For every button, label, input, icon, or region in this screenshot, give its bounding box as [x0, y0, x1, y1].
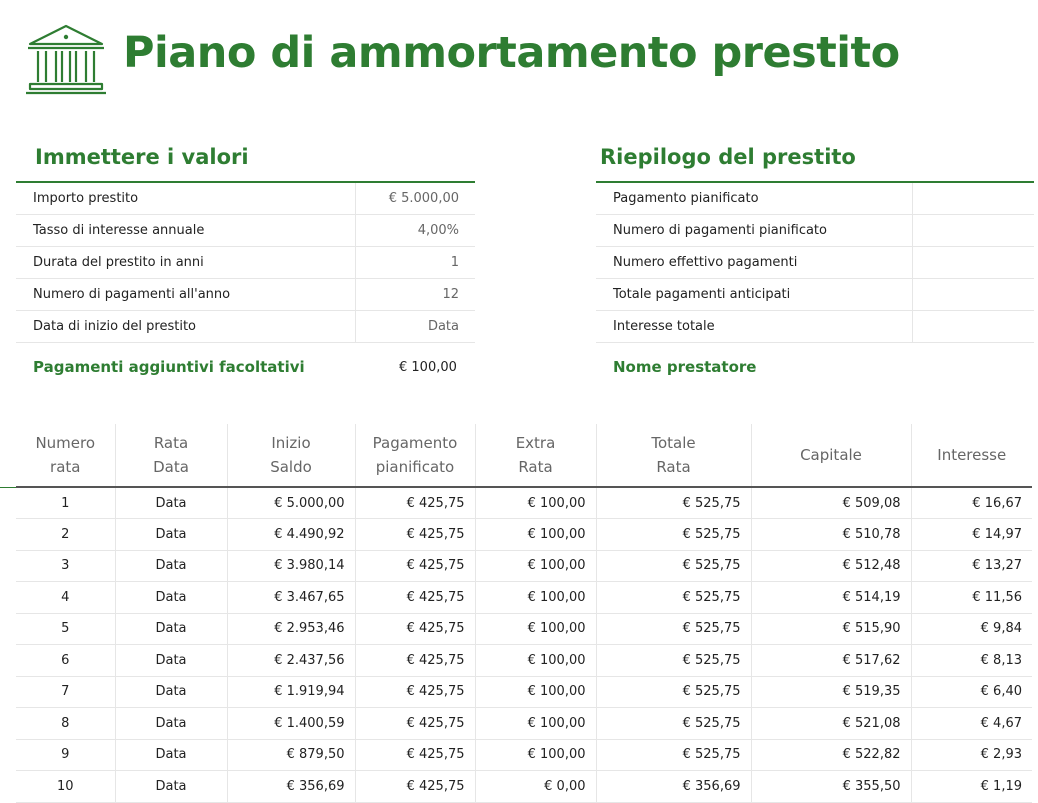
- principal-cell[interactable]: € 515,90: [751, 613, 911, 645]
- principal-cell[interactable]: € 522,82: [751, 739, 911, 771]
- scheduled-payment-cell[interactable]: € 425,75: [355, 582, 475, 614]
- payment-date-cell[interactable]: Data: [115, 739, 227, 771]
- interest-cell[interactable]: € 1,19: [911, 771, 1032, 803]
- payment-number-cell[interactable]: 8: [16, 708, 115, 740]
- scheduled-payment-cell[interactable]: € 425,75: [355, 708, 475, 740]
- early-payments-value: [912, 279, 1034, 310]
- col-header-payment-number[interactable]: Numero rata: [16, 424, 115, 487]
- col-header-beginning-balance[interactable]: Inizio Saldo: [227, 424, 355, 487]
- summary-label: Pagamento pianificato: [613, 191, 759, 206]
- inputs-heading: Immettere i valori: [35, 145, 249, 169]
- amortization-table: [16, 424, 1032, 803]
- scheduled-count-value: [912, 215, 1034, 246]
- extra-payment-cell[interactable]: € 100,00: [475, 582, 596, 614]
- principal-cell[interactable]: € 355,50: [751, 771, 911, 803]
- interest-cell[interactable]: € 9,84: [911, 613, 1032, 645]
- interest-cell[interactable]: € 13,27: [911, 550, 1032, 582]
- total-payment-cell[interactable]: € 525,75: [596, 550, 751, 582]
- actual-count-value: [912, 247, 1034, 278]
- interest-cell[interactable]: € 8,13: [911, 645, 1032, 677]
- principal-cell[interactable]: € 510,78: [751, 519, 911, 551]
- table-header-row: [16, 424, 1032, 487]
- summary-label: Interesse totale: [613, 319, 715, 334]
- total-interest-value: [912, 311, 1034, 342]
- principal-cell[interactable]: € 512,48: [751, 550, 911, 582]
- extra-payment-cell[interactable]: € 100,00: [475, 645, 596, 677]
- input-row-loan-amount: [16, 183, 475, 215]
- scheduled-payment-cell[interactable]: € 425,75: [355, 487, 475, 519]
- table-row: [16, 676, 1032, 708]
- beginning-balance-cell[interactable]: € 2.437,56: [227, 645, 355, 677]
- beginning-balance-cell[interactable]: € 1.400,59: [227, 708, 355, 740]
- extra-payment-cell[interactable]: € 100,00: [475, 708, 596, 740]
- total-payment-cell[interactable]: € 525,75: [596, 676, 751, 708]
- beginning-balance-cell[interactable]: € 879,50: [227, 739, 355, 771]
- interest-cell[interactable]: € 14,97: [911, 519, 1032, 551]
- col-header-principal[interactable]: Capitale: [751, 424, 911, 487]
- extra-payment-cell[interactable]: € 100,00: [475, 613, 596, 645]
- payment-date-cell[interactable]: Data: [115, 487, 227, 519]
- scheduled-payment-cell[interactable]: € 425,75: [355, 771, 475, 803]
- interest-cell[interactable]: € 2,93: [911, 739, 1032, 771]
- table-row: [16, 771, 1032, 803]
- interest-cell[interactable]: € 4,67: [911, 708, 1032, 740]
- extra-payment-cell[interactable]: € 100,00: [475, 519, 596, 551]
- principal-cell[interactable]: € 517,62: [751, 645, 911, 677]
- beginning-balance-cell[interactable]: € 3.467,65: [227, 582, 355, 614]
- payments-per-year-field[interactable]: 12: [355, 279, 475, 310]
- payment-date-cell[interactable]: Data: [115, 771, 227, 803]
- interest-rate-field[interactable]: 4,00%: [355, 215, 475, 246]
- loan-years-field[interactable]: 1: [355, 247, 475, 278]
- summary-heading: Riepilogo del prestito: [600, 145, 856, 169]
- table-row: [16, 582, 1032, 614]
- beginning-balance-cell[interactable]: € 4.490,92: [227, 519, 355, 551]
- input-row-start-date: [16, 311, 475, 343]
- scheduled-payment-cell[interactable]: € 425,75: [355, 613, 475, 645]
- table-row: [16, 519, 1032, 551]
- extra-payment-cell[interactable]: € 100,00: [475, 739, 596, 771]
- summary-row-total-interest: [596, 311, 1034, 343]
- table-row: [16, 645, 1032, 677]
- scheduled-payment-cell[interactable]: € 425,75: [355, 739, 475, 771]
- col-header-payment-date[interactable]: Rata Data: [115, 424, 227, 487]
- extra-payment-cell[interactable]: € 100,00: [475, 676, 596, 708]
- extra-payment-cell[interactable]: € 100,00: [475, 487, 596, 519]
- table-row: [16, 550, 1032, 582]
- summary-row-scheduled-count: [596, 215, 1034, 247]
- interest-cell[interactable]: € 11,56: [911, 582, 1032, 614]
- extra-payments-label: Pagamenti aggiuntivi facoltativi: [33, 358, 305, 376]
- payment-number-cell[interactable]: 6: [16, 645, 115, 677]
- interest-cell[interactable]: € 16,67: [911, 487, 1032, 519]
- start-date-field[interactable]: Data: [355, 311, 475, 342]
- inputs-panel: [16, 181, 475, 343]
- total-payment-cell[interactable]: € 525,75: [596, 708, 751, 740]
- total-payment-cell[interactable]: € 525,75: [596, 739, 751, 771]
- row-marker: [0, 487, 16, 488]
- loan-amount-field[interactable]: € 5.000,00: [355, 183, 475, 214]
- total-payment-cell[interactable]: € 525,75: [596, 613, 751, 645]
- payment-number-cell[interactable]: 2: [16, 519, 115, 551]
- summary-row-scheduled-payment: [596, 183, 1034, 215]
- scheduled-payment-cell[interactable]: € 425,75: [355, 645, 475, 677]
- payment-number-cell[interactable]: 4: [16, 582, 115, 614]
- summary-panel: [596, 181, 1034, 343]
- input-label: Data di inizio del prestito: [33, 319, 196, 334]
- principal-cell[interactable]: € 509,08: [751, 487, 911, 519]
- table-row: [16, 708, 1032, 740]
- payment-date-cell[interactable]: Data: [115, 676, 227, 708]
- input-label: Importo prestito: [33, 191, 139, 206]
- interest-cell[interactable]: € 6,40: [911, 676, 1032, 708]
- summary-label: Totale pagamenti anticipati: [613, 287, 791, 302]
- col-header-total-payment[interactable]: Totale Rata: [596, 424, 751, 487]
- beginning-balance-cell[interactable]: € 3.980,14: [227, 550, 355, 582]
- payment-number-cell[interactable]: 9: [16, 739, 115, 771]
- bank-icon: [24, 22, 108, 96]
- principal-cell[interactable]: € 514,19: [751, 582, 911, 614]
- input-row-loan-years: [16, 247, 475, 279]
- total-payment-cell[interactable]: € 525,75: [596, 487, 751, 519]
- payment-number-cell[interactable]: 1: [16, 487, 115, 519]
- col-header-interest[interactable]: Interesse: [911, 424, 1032, 487]
- input-row-interest-rate: [16, 215, 475, 247]
- principal-cell[interactable]: € 521,08: [751, 708, 911, 740]
- lender-name-label[interactable]: Nome prestatore: [613, 358, 757, 376]
- input-label: Durata del prestito in anni: [33, 255, 204, 270]
- input-label: Numero di pagamenti all'anno: [33, 287, 231, 302]
- table-row: [16, 613, 1032, 645]
- page-title: Piano di ammortamento prestito: [123, 28, 900, 78]
- summary-row-early-payments: [596, 279, 1034, 311]
- input-label: Tasso di interesse annuale: [33, 223, 205, 238]
- table-row: [16, 487, 1032, 519]
- payment-number-cell[interactable]: 10: [16, 771, 115, 803]
- beginning-balance-cell[interactable]: € 5.000,00: [227, 487, 355, 519]
- total-payment-cell[interactable]: € 525,75: [596, 519, 751, 551]
- payment-date-cell[interactable]: Data: [115, 708, 227, 740]
- total-payment-cell[interactable]: € 356,69: [596, 771, 751, 803]
- extra-payments-field[interactable]: € 100,00: [399, 360, 457, 375]
- payment-date-cell[interactable]: Data: [115, 613, 227, 645]
- beginning-balance-cell[interactable]: € 2.953,46: [227, 613, 355, 645]
- beginning-balance-cell[interactable]: € 356,69: [227, 771, 355, 803]
- principal-cell[interactable]: € 519,35: [751, 676, 911, 708]
- payment-date-cell[interactable]: Data: [115, 645, 227, 677]
- payment-date-cell[interactable]: Data: [115, 519, 227, 551]
- payment-date-cell[interactable]: Data: [115, 550, 227, 582]
- extra-payment-cell[interactable]: € 0,00: [475, 771, 596, 803]
- summary-label: Numero di pagamenti pianificato: [613, 223, 827, 238]
- payment-date-cell[interactable]: Data: [115, 582, 227, 614]
- total-payment-cell[interactable]: € 525,75: [596, 582, 751, 614]
- payment-number-cell[interactable]: 5: [16, 613, 115, 645]
- col-header-extra-payment[interactable]: Extra Rata: [475, 424, 596, 487]
- payment-number-cell[interactable]: 7: [16, 676, 115, 708]
- summary-row-actual-count: [596, 247, 1034, 279]
- input-row-payments-per-year: [16, 279, 475, 311]
- scheduled-payment-cell[interactable]: € 425,75: [355, 519, 475, 551]
- scheduled-payment-value: [912, 183, 1034, 214]
- summary-label: Numero effettivo pagamenti: [613, 255, 798, 270]
- payment-number-cell[interactable]: 3: [16, 550, 115, 582]
- beginning-balance-cell[interactable]: € 1.919,94: [227, 676, 355, 708]
- total-payment-cell[interactable]: € 525,75: [596, 645, 751, 677]
- scheduled-payment-cell[interactable]: € 425,75: [355, 676, 475, 708]
- extra-payment-cell[interactable]: € 100,00: [475, 550, 596, 582]
- col-header-scheduled-payment[interactable]: Pagamento pianificato: [355, 424, 475, 487]
- scheduled-payment-cell[interactable]: € 425,75: [355, 550, 475, 582]
- table-row: [16, 739, 1032, 771]
